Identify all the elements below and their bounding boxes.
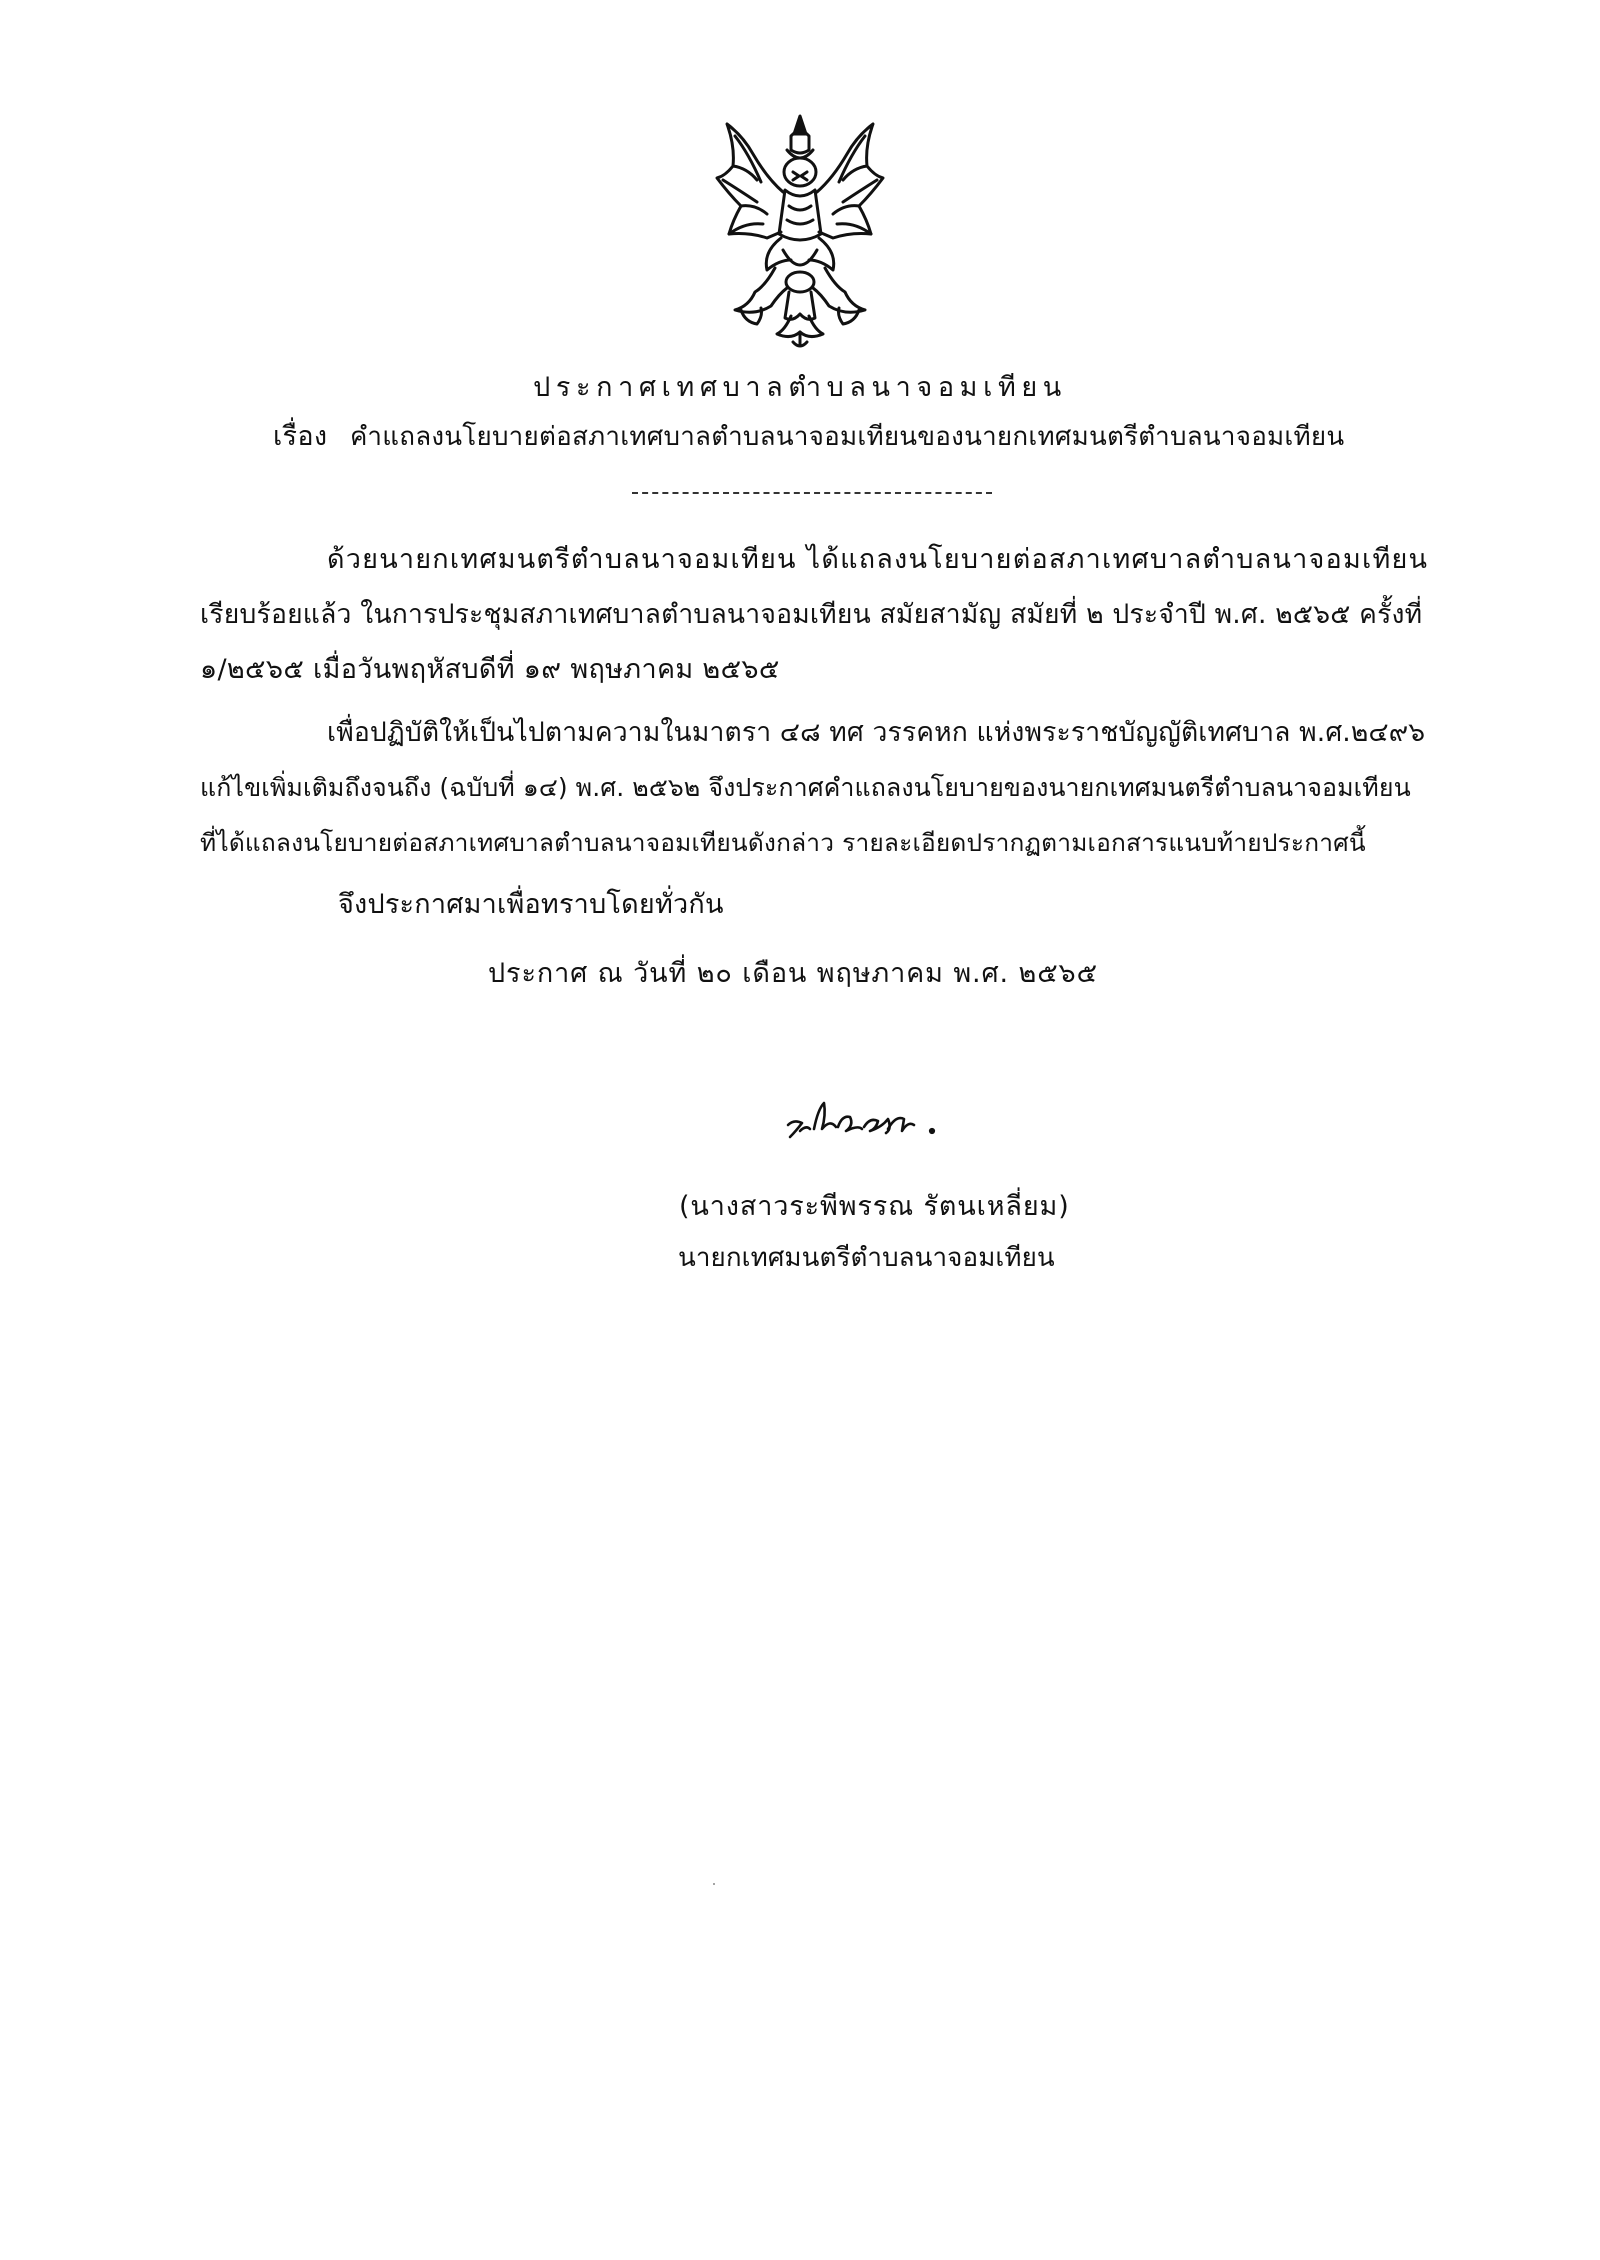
paragraph-2-line-2: แก้ไขเพิ่มเติมถึงจนถึง (ฉบับที่ ๑๔) พ.ศ. ๒๕๖๒ จึงประกาศคำแถลงนโยบายของนายกเทศมนตรีตำบลนาจอมเทียน bbox=[200, 773, 1411, 802]
announcement-date: ประกาศ ณ วันที่ ๒๐ เดือน พฤษภาคม พ.ศ. ๒๕๖๕ bbox=[488, 958, 1098, 989]
scan-speck bbox=[713, 1883, 715, 1885]
subject-text: คำแถลงนโยบายต่อสภาเทศบาลตำบลนาจอมเทียนของนายกเทศมนตรีตำบลนาจอมเทียน bbox=[350, 422, 1345, 452]
document-title: ประกาศเทศบาลตำบลนาจอมเทียน bbox=[533, 372, 1067, 403]
paragraph-2-line-3: ที่ได้แถลงนโยบายต่อสภาเทศบาลตำบลนาจอมเทียนดังกล่าว รายละเอียดปรากฏตามเอกสารแนบท้ายประกาศนี้ bbox=[200, 828, 1366, 857]
paragraph-2-line-1: เพื่อปฏิบัติให้เป็นไปตามความในมาตรา ๔๘ ทศ วรรคหก แห่งพระราชบัญญัติเทศบาล พ.ศ.๒๔๙๖ bbox=[327, 717, 1426, 748]
signer-name: (นางสาวระพีพรรณ รัตนเหลี่ยม) bbox=[679, 1191, 1070, 1222]
subject-label: เรื่อง bbox=[273, 421, 328, 452]
paragraph-1-line-3: ๑/๒๕๖๕ เมื่อวันพฤหัสบดีที่ ๑๙ พฤษภาคม ๒๕๖๕ bbox=[200, 654, 780, 685]
divider-line bbox=[632, 492, 992, 494]
paragraph-1-line-1: ด้วยนายกเทศมนตรีตำบลนาจอมเทียน ได้แถลงนโยบายต่อสภาเทศบาลตำบลนาจอมเทียน bbox=[327, 544, 1429, 575]
garuda-emblem-icon bbox=[705, 110, 895, 350]
signer-title: นายกเทศมนตรีตำบลนาจอมเทียน bbox=[678, 1243, 1055, 1273]
closing-statement: จึงประกาศมาเพื่อทราบโดยทั่วกัน bbox=[338, 889, 724, 920]
handwritten-signature bbox=[780, 1085, 950, 1155]
paragraph-1-line-2: เรียบร้อยแล้ว ในการประชุมสภาเทศบาลตำบลนาจอมเทียน สมัยสามัญ สมัยที่ ๒ ประจำปี พ.ศ. ๒๕๖๕ ครั้งที่ bbox=[200, 599, 1423, 630]
